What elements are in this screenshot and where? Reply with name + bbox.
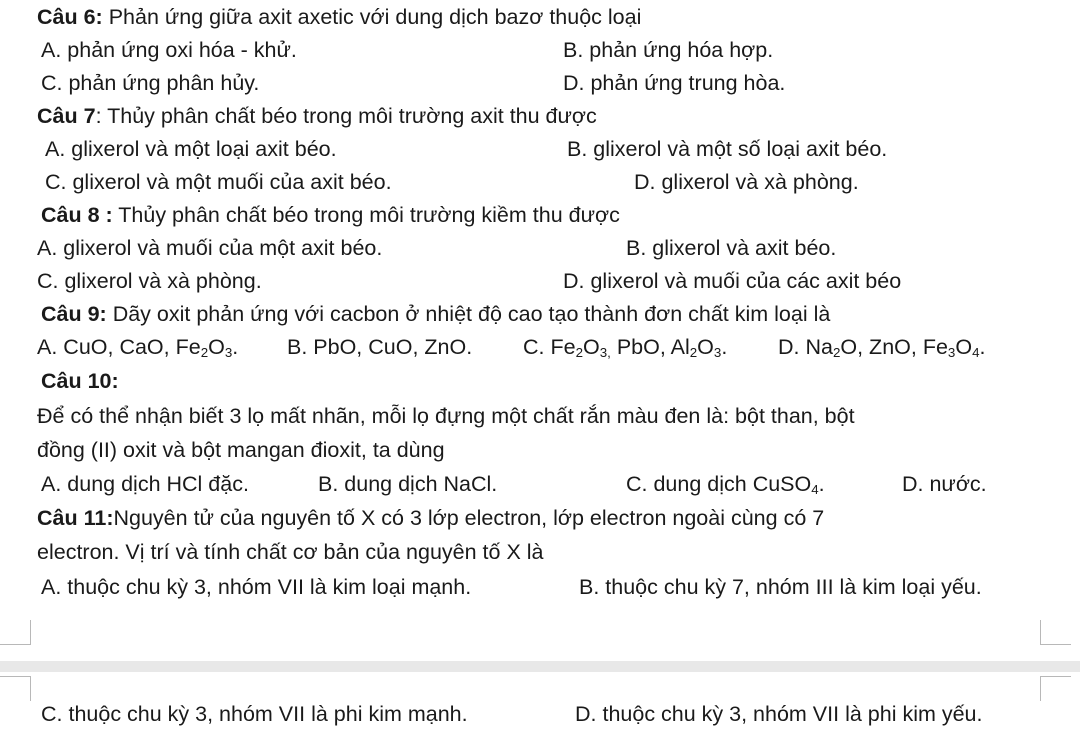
q9-label: Câu 9: [41,302,107,326]
page-break [0,661,1080,672]
q9-option-c: C. $Fe_2O_{3,}$ PbO, $Al_2O_3$. [523,335,728,360]
q6-label: Câu 6: [37,5,103,29]
q9-option-b: B. PbO, CuO, ZnO. [287,335,473,359]
q10-option-a: A. dung dịch HCl đặc. [41,472,249,496]
page-corner-mark [0,620,31,645]
q8-option-a: A. glixerol và muối của một axit béo. [37,236,383,260]
page-corner-mark [0,676,31,701]
q11-option-b: B. thuộc chu kỳ 7, nhóm III là kim loại yếu. [579,575,982,599]
q8-option-c: C. glixerol và xà phòng. [37,269,262,293]
q10-option-b: B. dung dịch NaCl. [318,472,498,496]
q6-option-b: B. phản ứng hóa hợp. [563,38,774,62]
q7-option-d: D. glixerol và xà phòng. [634,170,859,194]
q11-label: Câu 11: [37,506,114,530]
q8-option-b: B. glixerol và axit béo. [626,236,837,260]
q11-option-a: A. thuộc chu kỳ 3, nhóm VII là kim loại mạnh. [41,575,472,599]
q11-stem-line1: Câu 11:Nguyên tử của nguyên tố X có 3 lớp electron, lớp electron ngoài cùng có 7 [37,506,825,530]
q9-stem: Câu 9: Dãy oxit phản ứng với cacbon ở nhiệt độ cao tạo thành đơn chất kim loại là [41,302,831,326]
q6-option-d: D. phản ứng trung hòa. [563,71,786,95]
q6-option-a: A. phản ứng oxi hóa - khử. [41,38,297,62]
q11-option-c: C. thuộc chu kỳ 3, nhóm VII là phi kim mạnh. [41,702,468,726]
q6-stem: Câu 6: Phản ứng giữa axit axetic với dung dịch bazơ thuộc loại [37,5,642,29]
q10-option-d: D. nước. [902,472,987,496]
q10-stem-line2: đồng (II) oxit và bột mangan đioxit, ta dùng [37,438,445,462]
q7-stem: Câu 7: Thủy phân chất béo trong môi trường axit thu được [37,104,597,128]
q11-option-d: D. thuộc chu kỳ 3, nhóm VII là phi kim yếu. [575,702,983,726]
q7-option-c: C. glixerol và một muối của axit béo. [45,170,392,194]
q11-stem-line2: electron. Vị trí và tính chất cơ bản của nguyên tố X là [37,540,544,564]
q9-option-d: D. $Na_2O$, ZnO, $Fe_3O_4$. [778,335,986,360]
q6-option-c: C. phản ứng phân hủy. [41,71,260,95]
q8-label: Câu 8 : [41,203,113,227]
q9-option-a: A. CuO, CaO, $Fe_2O_3$. [37,335,239,360]
q8-option-d: D. glixerol và muối của các axit béo [563,269,902,293]
q10-label: Câu 10: [41,369,119,393]
q10-stem-line1: Để có thể nhận biết 3 lọ mất nhãn, mỗi lọ đựng một chất rắn màu đen là: bột than, bột [37,404,855,428]
q7-option-a: A. glixerol và một loại axit béo. [45,137,337,161]
q10-option-c: C. dung dịch CuSO$_4$. [626,472,825,497]
q7-label: Câu 7 [37,104,96,128]
page-corner-mark [1040,676,1071,701]
q7-option-b: B. glixerol và một số loại axit béo. [567,137,888,161]
page-corner-mark [1040,620,1071,645]
q8-stem: Câu 8 : Thủy phân chất béo trong môi trường kiềm thu được [41,203,620,227]
